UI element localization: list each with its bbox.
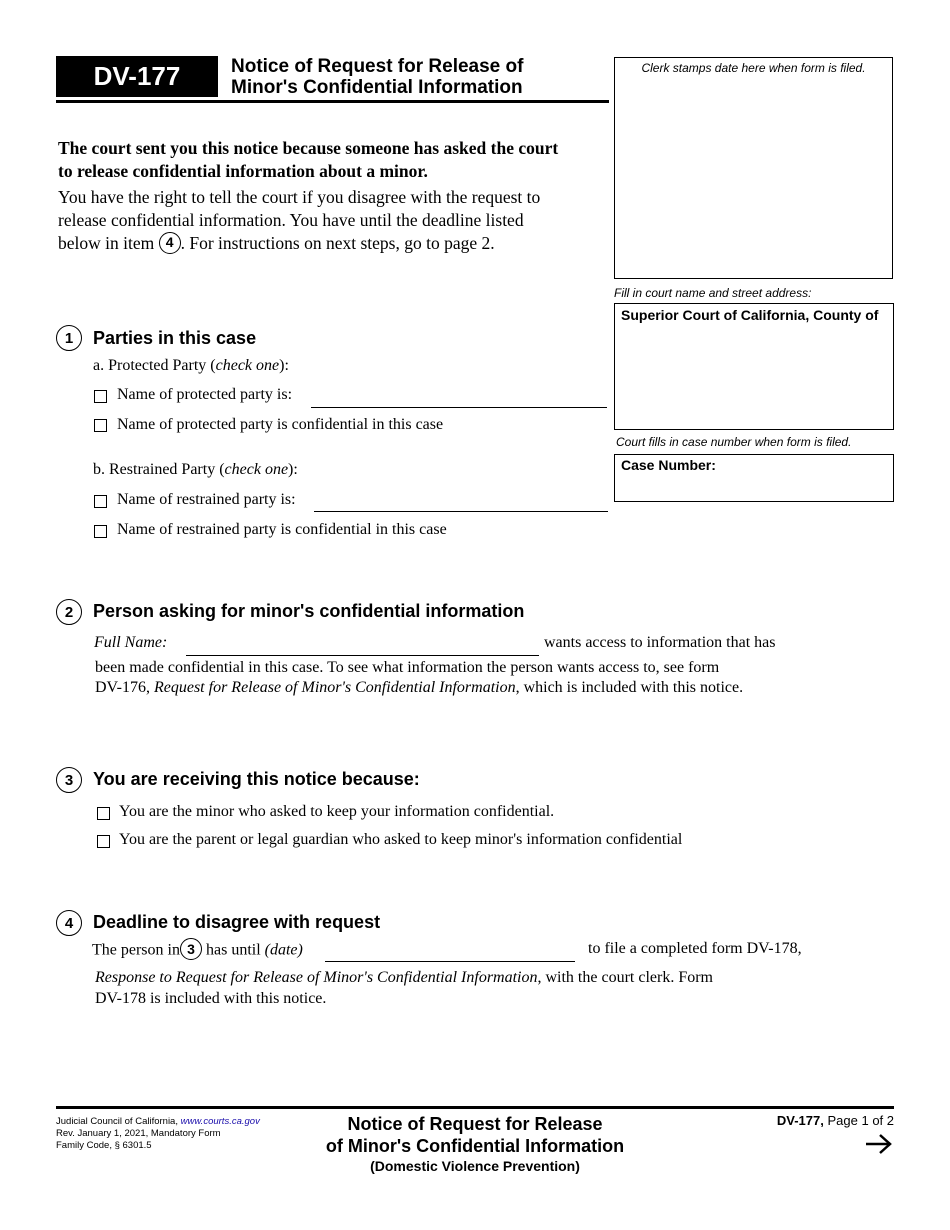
section-4-line2: Response to Request for Release of Minor's Confidential Information, with the court clerk. Form — [95, 969, 713, 986]
court-name-heading: Superior Court of California, County of — [621, 307, 879, 323]
right-arrow-icon[interactable] — [862, 1132, 894, 1156]
restrained-name-field[interactable] — [314, 511, 608, 512]
footer-code: Family Code, § 6301.5 — [56, 1140, 152, 1151]
form-title-line1: Notice of Request for Release of — [231, 56, 524, 77]
intro-bold-line2: to release confidential information about a minor. — [58, 161, 428, 181]
intro-text — [58, 186, 598, 256]
minor-option-label: You are the minor who asked to keep your information confidential. — [119, 803, 555, 820]
footer-left: Judicial Council of California, www.courts.ca.gov Rev. January 1, 2021, Mandatory Form Family Code, § 6301.5 — [56, 1116, 260, 1151]
clerk-stamp-label: Clerk stamps date here when form is filed. — [641, 61, 866, 75]
section-3-number: 3 — [56, 767, 82, 793]
section-4-title: Deadline to disagree with request — [93, 912, 381, 932]
section-2-line3: DV-176, Request for Release of Minor's Confidential Information, which is included with this notice. — [95, 679, 744, 696]
section-2-title: Person asking for minor's confidential information — [93, 601, 525, 621]
footer-title: Notice of Request for Release of Minor's Confidential Information (Domestic Violence Prevention) — [325, 1114, 625, 1174]
clerk-stamp-box — [614, 57, 893, 279]
section-1-title: Parties in this case — [93, 328, 257, 348]
restrained-confidential-label: Name of restrained party is confidential in this case — [117, 521, 447, 538]
protected-name-checkbox[interactable] — [94, 390, 107, 403]
footer-rule — [56, 1106, 894, 1109]
intro-text-line1: You have the right to tell the court if you disagree with the request to — [58, 187, 541, 207]
full-name-field[interactable] — [186, 655, 539, 656]
court-name-box[interactable] — [614, 303, 894, 430]
parent-checkbox[interactable] — [97, 835, 110, 848]
protected-name-label: Name of protected party is: — [117, 386, 293, 403]
protected-name-field[interactable] — [311, 407, 607, 408]
full-name-label: Full Name: — [94, 634, 168, 651]
protected-party-label: a. Protected Party (check one): — [93, 357, 289, 374]
minor-checkbox[interactable] — [97, 807, 110, 820]
protected-confidential-label: Name of protected party is confidential in this case — [117, 416, 444, 433]
court-name-label: Fill in court name and street address: — [614, 286, 812, 300]
section-3-title: You are receiving this notice because: — [93, 769, 420, 789]
section-4-line1: The person in 3 has until (date) — [92, 940, 303, 962]
section-4-number: 4 — [56, 910, 82, 936]
form-id-badge: DV-177 — [56, 56, 218, 97]
case-number-heading: Case Number: — [621, 457, 716, 473]
deadline-date-field[interactable] — [325, 961, 575, 962]
footer-rev: Rev. January 1, 2021, Mandatory Form — [56, 1128, 221, 1139]
section-2-line2: been made confidential in this case. To see what information the person wants access to, see form — [95, 659, 720, 676]
restrained-name-label: Name of restrained party is: — [117, 491, 296, 508]
full-name-after: wants access to information that has — [544, 634, 776, 651]
form-title — [231, 56, 611, 98]
section-2-number: 2 — [56, 599, 82, 625]
section-4-line3: DV-178 is included with this notice. — [95, 990, 327, 1007]
header-rule — [56, 100, 609, 103]
protected-confidential-checkbox[interactable] — [94, 419, 107, 432]
restrained-party-label: b. Restrained Party (check one): — [93, 461, 298, 478]
intro-text-line2: release confidential information. You have until the deadline listed — [58, 210, 524, 230]
footer-page-info: DV-177, Page 1 of 2 — [776, 1113, 894, 1128]
item-ref-3: 3 — [180, 938, 202, 960]
section-1-number: 1 — [56, 325, 82, 351]
parent-option-label: You are the parent or legal guardian who asked to keep minor's information confidential — [119, 831, 683, 848]
form-title-line2: Minor's Confidential Information — [231, 77, 523, 98]
case-number-box[interactable] — [614, 454, 894, 502]
intro-text-line3: below in item 4 . For instructions on next steps, go to page 2. — [58, 233, 495, 253]
case-number-label: Court fills in case number when form is filed. — [616, 435, 852, 449]
restrained-name-checkbox[interactable] — [94, 495, 107, 508]
courts-website-link[interactable]: www.courts.ca.gov — [180, 1116, 260, 1127]
intro-bold-line1: The court sent you this notice because someone has asked the court — [58, 138, 559, 158]
intro-bold — [58, 137, 603, 183]
item-ref-4: 4 — [159, 232, 181, 254]
section-4-line1-end: to file a completed form DV-178, — [588, 940, 802, 957]
restrained-confidential-checkbox[interactable] — [94, 525, 107, 538]
